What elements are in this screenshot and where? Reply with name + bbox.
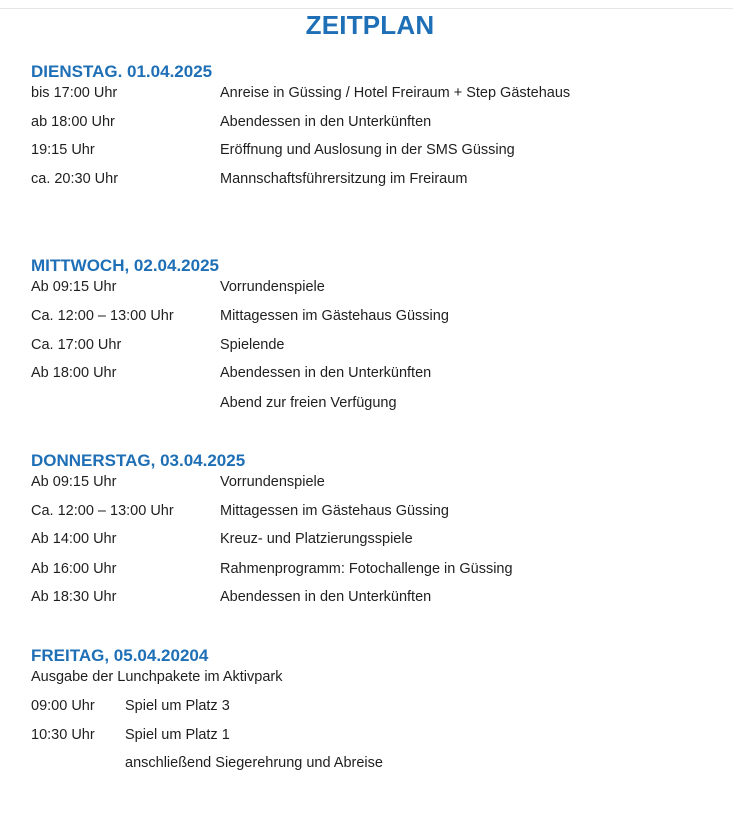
schedule-event: Spiel um Platz 1	[125, 727, 230, 743]
schedule-time: Ca. 12:00 – 13:00 Uhr	[31, 503, 174, 519]
schedule-time: Ab 09:15 Uhr	[31, 279, 117, 295]
schedule-time: 09:00 Uhr	[31, 698, 95, 714]
page-title: ZEITPLAN	[305, 10, 435, 40]
schedule-event: Spielende	[220, 337, 285, 353]
schedule-time: Ab 16:00 Uhr	[31, 561, 117, 577]
top-divider	[0, 8, 733, 9]
day-heading-thursday: DONNERSTAG, 03.04.2025	[31, 451, 246, 470]
schedule-event: Spiel um Platz 3	[125, 698, 230, 714]
lunch-note: Ausgabe der Lunchpakete im Aktivpark	[31, 669, 283, 685]
schedule-event: Abend zur freien Verfügung	[220, 395, 397, 411]
schedule-time: Ca. 12:00 – 13:00 Uhr	[31, 308, 174, 324]
schedule-event: Anreise in Güssing / Hotel Freiraum + Step Gästehaus	[220, 85, 571, 101]
day-heading-tuesday: DIENSTAG. 01.04.2025	[31, 62, 213, 81]
day-heading-friday: FREITAG, 05.04.20204	[31, 646, 209, 665]
schedule-event: Vorrundenspiele	[220, 279, 325, 295]
schedule-time: Ab 09:15 Uhr	[31, 474, 117, 490]
schedule-time: ab 18:00 Uhr	[31, 114, 115, 130]
schedule-event: Mannschaftsführersitzung im Freiraum	[220, 171, 468, 187]
schedule-event: Mittagessen im Gästehaus Güssing	[220, 503, 449, 519]
schedule-event: Abendessen in den Unterkünften	[220, 114, 432, 130]
schedule-time: Ca. 17:00 Uhr	[31, 337, 122, 353]
schedule-time: Ab 18:00 Uhr	[31, 365, 117, 381]
schedule-time: bis 17:00 Uhr	[31, 85, 118, 101]
schedule-time: 19:15 Uhr	[31, 142, 95, 158]
schedule-time: 10:30 Uhr	[31, 727, 95, 743]
schedule-event: anschließend Siegerehrung und Abreise	[125, 755, 383, 771]
schedule-event: Abendessen in den Unterkünften	[220, 365, 432, 381]
schedule-event: Eröffnung und Auslosung in der SMS Güssing	[220, 142, 515, 158]
day-heading-wednesday: MITTWOCH, 02.04.2025	[31, 256, 220, 275]
schedule-time: Ab 18:30 Uhr	[31, 589, 117, 605]
schedule-event: Kreuz- und Platzierungsspiele	[220, 531, 413, 547]
schedule-event: Mittagessen im Gästehaus Güssing	[220, 308, 449, 324]
schedule-event: Abendessen in den Unterkünften	[220, 589, 432, 605]
schedule-event: Vorrundenspiele	[220, 474, 325, 490]
schedule-time: Ab 14:00 Uhr	[31, 531, 117, 547]
schedule-event: Rahmenprogramm: Fotochallenge in Güssing	[220, 561, 513, 577]
schedule-time: ca. 20:30 Uhr	[31, 171, 119, 187]
